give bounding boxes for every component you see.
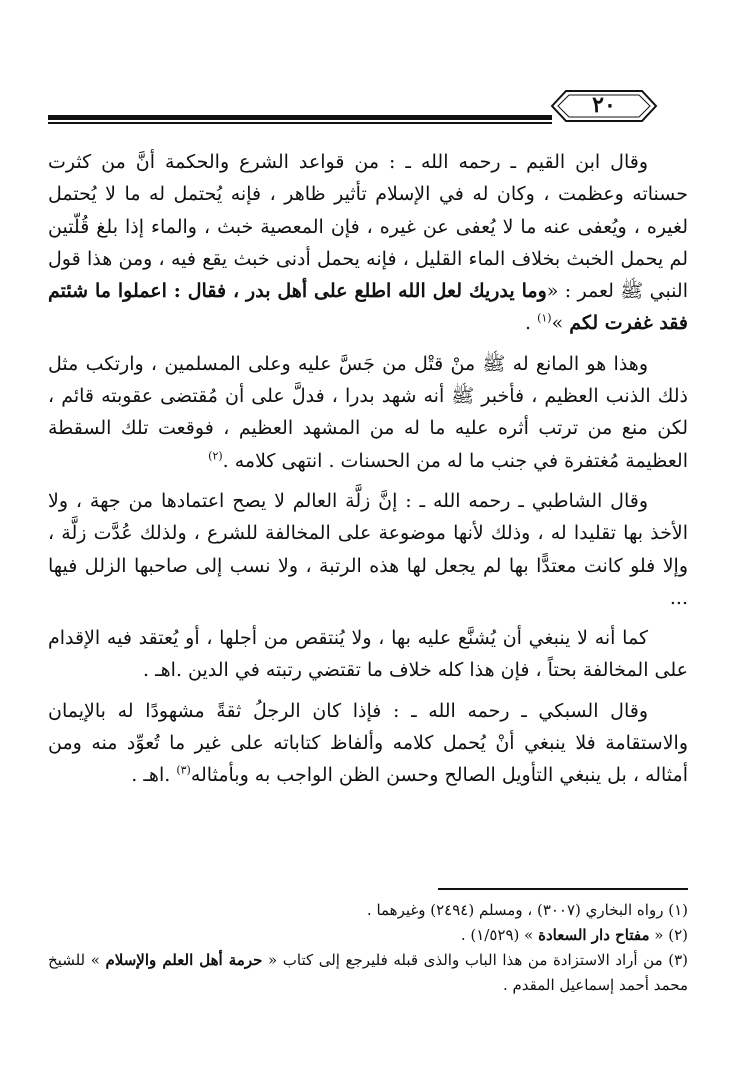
- text-run: وقال الشاطبي ـ رحمه الله ـ : إنَّ زلَّة العالم لا يصح اعتمادها من جهة ، ولا الأخذ بها تقليدا له ، وذلك لأنها موضوعة على المخالفة للشرع ، ولذلك عُدَّت زلَّة ، وإلا فلو كانت معتدًّا بها لم يجعل لها هذه الرتبة ، ولا نسب إلى صاحبها الزلل فيها ...: [48, 489, 688, 609]
- footnotes: [48, 898, 688, 998]
- hadith-quote: وما يدريك لعل الله اطلع على أهل بدر ، فقال : اعملوا ما شئتم فقد غفرت لكم: [48, 280, 688, 335]
- book-title: حرمة أهل العلم والإسلام: [105, 951, 263, 969]
- header-rule: [48, 115, 552, 120]
- text-run: (١) رواه البخاري (٣٠٠٧) ، ومسلم (٢٤٩٤) وغيرهما .: [366, 901, 688, 919]
- text-run: وقال السبكي ـ رحمه الله ـ : فإذا كان الرجلُ ثقةً مشهودًا له بالإيمان والاستقامة فلا ينبغي أنْ يُحمل كلامه وألفاظ كتاباته على غير ما تُعوِّد منه ومن أمثاله ، بل ينبغي التأويل الصالح وحسن الظن الواجب به وبأمثاله: [48, 699, 688, 787]
- text-run: » (١/٥٢٩) .: [460, 926, 539, 944]
- text-run: (٢) «: [649, 926, 688, 944]
- footnote-separator: [438, 888, 688, 890]
- text-run: .اهـ .: [131, 764, 177, 787]
- footnote-1: [48, 898, 688, 923]
- main-text: [48, 146, 688, 792]
- page-number-badge: [548, 88, 660, 124]
- footnote-3: [48, 948, 688, 998]
- text-run: وهذا هو المانع له ﷺ منْ قتْل من جَسَّ عليه وعلى المسلمين ، وارتكب مثل ذلك الذنب العظيم ، فأخبر ﷺ أنه شهد بدرا ، فدلَّ على أن مُقتضى عقوبته قائم ، لكن منع من ترتب أثره عليه ما له من المشهد العظيم ، فوقعت تلك السقطة العظيمة مُغتفرة في جنب ما له من الحسنات . انتهى كلامه .: [48, 352, 688, 472]
- text-run: »: [551, 312, 570, 335]
- paragraph-subki: [48, 695, 688, 792]
- paragraph-shatibi-cont: [48, 622, 688, 687]
- text-run: .: [524, 312, 538, 335]
- footnote-marker: (١): [537, 312, 552, 326]
- footnote-marker: (٣): [176, 764, 191, 778]
- text-run: وقال ابن القيم ـ رحمه الله ـ : من قواعد الشرع والحكمة أنَّ من كثرت حسناته وعظمت ، وكان له في الإسلام تأثير ظاهر ، فإنه يُحتمل له ما لا يُحتمل لغيره ، ويُعفى عنه ما لا يُعفى عن غيره ، فإن المعصية خبث ، والماء إذا بلغ قُلّتين لم يحمل الخبث بخلاف الماء القليل ، فإنه يحمل أدنى خبث يقع فيه ، ومن هذا قول النبي ﷺ لعمر : «: [48, 151, 688, 303]
- paragraph-ibn-alqayyim: [48, 146, 688, 340]
- page-number: ٢٠: [592, 92, 616, 118]
- page-header: [48, 86, 660, 126]
- paragraph-shatibi: [48, 485, 688, 614]
- text-run: » للشيخ محمد أحمد إسماعيل المقدم .: [48, 951, 688, 994]
- text-run: كما أنه لا ينبغي أن يُشنَّع عليه بها ، ولا يُنتقص من أجلها ، أو يُعتقد فيه الإقدام على المخالفة بحتاً ، فإن هذا كله خلاف ما تقتضي رتبته في الدين .اهـ .: [48, 627, 688, 682]
- header-rule-thin: [48, 122, 552, 124]
- book-title: مفتاح دار السعادة: [538, 926, 650, 944]
- paragraph-mani: [48, 348, 688, 477]
- footnote-marker: (٢): [208, 449, 223, 463]
- text-run: (٣) من أراد الاستزادة من هذا الباب والذى قبله فليرجع إلى كتاب «: [262, 951, 689, 969]
- footnote-2: [48, 923, 688, 948]
